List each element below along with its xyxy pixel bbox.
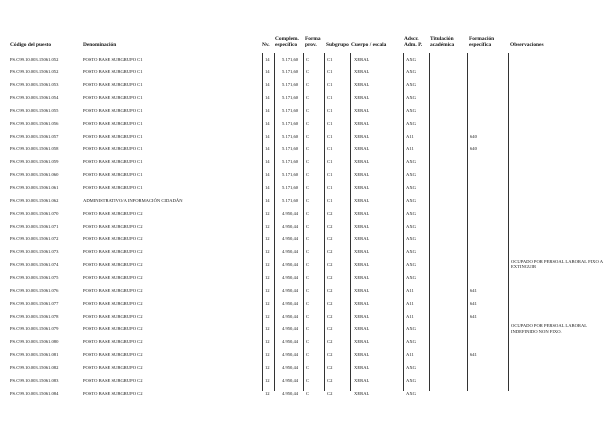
cell-codigo: PS.C99.10.003.15061.070 <box>10 210 59 216</box>
cell-denominacion: POSTO BASE SUBGRUPO C2 <box>83 390 143 396</box>
cell-nivel: 14 <box>265 107 270 113</box>
cell-codigo: PS.C99.10.003.15061.052 <box>10 69 59 75</box>
cell-nivel: 14 <box>265 146 270 152</box>
cell-complemento: 5.171,60 <box>282 197 299 203</box>
cell-subgrupo: C2 <box>327 313 333 319</box>
cell-codigo: PS.C99.10.003.15061.082 <box>10 364 59 370</box>
header-formacion-line2: específica <box>469 42 492 49</box>
cell-subgrupo: C2 <box>327 262 333 268</box>
cell-forma: C <box>306 313 310 319</box>
cell-codigo: PS.C99.10.003.15061.061 <box>10 185 59 190</box>
header-complemento <box>275 36 299 48</box>
header-forma-line1: Forma <box>305 36 321 42</box>
header-nivel: Nv. <box>262 42 270 48</box>
cell-subgrupo: C2 <box>327 352 333 358</box>
cell-cuerpo: XERAL <box>354 287 370 293</box>
cell-cuerpo: XERAL <box>354 185 370 190</box>
cell-cuerpo: XERAL <box>354 339 370 345</box>
cell-adscr: AXG <box>406 377 416 383</box>
table-row <box>0 336 615 349</box>
cell-codigo: PS.C99.10.003.15061.055 <box>10 107 59 113</box>
cell-subgrupo: C2 <box>327 274 333 280</box>
header-complemento-line1: Complem. <box>275 36 299 42</box>
cell-adscr: A11 <box>406 133 414 139</box>
cell-forma: C <box>306 223 310 229</box>
cell-nivel: 12 <box>265 210 270 216</box>
cell-adscr: AXG <box>406 159 416 165</box>
cell-adscr: A11 <box>406 352 414 358</box>
table-row <box>0 143 615 156</box>
cell-denominacion: POSTO BASE SUBGRUPO C1 <box>83 133 143 139</box>
cell-denominacion: POSTO BASE SUBGRUPO C2 <box>83 364 143 370</box>
cell-denominacion: POSTO BASE SUBGRUPO C2 <box>83 300 143 306</box>
cell-complemento: 4.950,44 <box>282 262 299 268</box>
header-complemento-line2: específico <box>275 42 298 49</box>
cell-formacion: 641 <box>470 352 477 358</box>
cell-adscr: AXG <box>406 223 416 229</box>
table-row <box>0 271 615 284</box>
table-row <box>0 323 615 336</box>
cell-codigo: PS.C99.10.003.15061.075 <box>10 274 59 280</box>
cell-cuerpo: XERAL <box>354 82 370 88</box>
cell-nivel: 14 <box>265 185 270 190</box>
cell-codigo: PS.C99.10.003.15061.053 <box>10 82 59 88</box>
cell-formacion: 640 <box>470 133 477 139</box>
table-row <box>0 374 615 387</box>
cell-nivel: 12 <box>265 364 270 370</box>
cell-complemento: 4.950,44 <box>282 210 299 216</box>
cell-forma: C <box>306 146 310 152</box>
cell-adscr: AXG <box>406 262 416 268</box>
header-cuerpo: Cuerpo / escala <box>351 42 387 48</box>
cell-adscr: AXG <box>406 364 416 370</box>
cell-complemento: 5.171,60 <box>282 185 299 190</box>
cell-nivel: 14 <box>265 133 270 139</box>
cell-forma: C <box>306 326 310 332</box>
cell-codigo: PS.C99.10.003.15061.077 <box>10 300 59 306</box>
cell-denominacion: POSTO BASE SUBGRUPO C2 <box>83 339 143 345</box>
cell-nivel: 12 <box>265 313 270 319</box>
cell-forma: C <box>306 377 310 383</box>
cell-complemento: 5.171,60 <box>282 146 299 152</box>
cell-forma: C <box>306 287 310 293</box>
cell-formacion: 641 <box>470 287 477 293</box>
cell-complemento: 4.950,44 <box>282 364 299 370</box>
table-row <box>0 387 615 400</box>
cell-forma: C <box>306 300 310 306</box>
cell-subgrupo: C1 <box>327 133 333 139</box>
cell-formacion: 641 <box>470 313 477 319</box>
cell-cuerpo: XERAL <box>354 69 370 75</box>
cell-nivel: 12 <box>265 326 270 332</box>
cell-forma: C <box>306 249 310 255</box>
header-adscr-line1: Adscr. <box>404 36 419 42</box>
header-subgrupo: Subgrupo <box>326 42 349 48</box>
cell-cuerpo: XERAL <box>354 56 370 62</box>
table-row <box>0 284 615 297</box>
cell-cuerpo: XERAL <box>354 95 370 101</box>
cell-codigo: PS.C99.10.003.15061.062 <box>10 197 59 203</box>
cell-nivel: 12 <box>265 339 270 345</box>
cell-cuerpo: XERAL <box>354 159 370 165</box>
cell-codigo: PS.C99.10.003.15061.059 <box>10 159 59 165</box>
cell-complemento: 4.950,44 <box>282 300 299 306</box>
table-row <box>0 182 615 195</box>
cell-forma: C <box>306 210 310 216</box>
cell-complemento: 4.950,44 <box>282 352 299 358</box>
header-denominacion: Denominación <box>83 42 117 48</box>
cell-complemento: 4.950,44 <box>282 377 299 383</box>
cell-denominacion: POSTO BASE SUBGRUPO C2 <box>83 287 143 293</box>
cell-complemento: 4.950,44 <box>282 313 299 319</box>
header-titulacion <box>430 36 454 48</box>
cell-forma: C <box>306 133 310 139</box>
cell-codigo: PS.C99.10.003.15061.052 <box>10 56 59 62</box>
cell-adscr: AXG <box>406 172 416 178</box>
cell-codigo: PS.C99.10.003.15061.081 <box>10 352 59 358</box>
cell-codigo: PS.C99.10.003.15061.083 <box>10 377 59 383</box>
cell-adscr: AXG <box>406 56 416 62</box>
cell-forma: C <box>306 352 310 358</box>
table-row <box>0 92 615 105</box>
cell-codigo: PS.C99.10.003.15061.071 <box>10 223 59 229</box>
cell-subgrupo: C1 <box>327 120 333 126</box>
table-row <box>0 130 615 143</box>
cell-subgrupo: C1 <box>327 146 333 152</box>
cell-adscr: AXG <box>406 236 416 242</box>
cell-adscr: A11 <box>406 313 414 319</box>
cell-nivel: 12 <box>265 287 270 293</box>
table-row <box>0 259 615 272</box>
cell-subgrupo: C2 <box>327 390 333 396</box>
header-forma <box>305 36 321 48</box>
cell-adscr: AXG <box>406 82 416 88</box>
cell-cuerpo: XERAL <box>354 390 370 396</box>
cell-formacion: 640 <box>470 146 477 152</box>
cell-complemento: 5.171,60 <box>282 82 299 88</box>
cell-denominacion: POSTO BASE SUBGRUPO C2 <box>83 236 143 242</box>
cell-nivel: 12 <box>265 300 270 306</box>
cell-forma: C <box>306 82 310 88</box>
cell-denominacion: POSTO BASE SUBGRUPO C1 <box>83 95 143 101</box>
cell-codigo: PS.C99.10.003.15061.078 <box>10 313 59 319</box>
cell-complemento: 5.171,60 <box>282 69 299 75</box>
cell-nivel: 12 <box>265 236 270 242</box>
table-row <box>0 79 615 92</box>
cell-denominacion: POSTO BASE SUBGRUPO C2 <box>83 377 143 383</box>
header-formacion <box>469 36 494 48</box>
cell-denominacion: POSTO BASE SUBGRUPO C1 <box>83 82 143 88</box>
cell-cuerpo: XERAL <box>354 262 370 268</box>
cell-denominacion: POSTO BASE SUBGRUPO C1 <box>83 172 143 178</box>
cell-observaciones: OCUPADO POR PERSOAL LABORAL INDEFINIDO NON FIXO. <box>511 323 587 334</box>
header-adscr-line2: Adm. P. <box>404 42 423 49</box>
cell-subgrupo: C1 <box>327 95 333 101</box>
cell-subgrupo: C2 <box>327 210 333 216</box>
table-row <box>0 194 615 207</box>
cell-adscr: AXG <box>406 249 416 255</box>
cell-denominacion: POSTO BASE SUBGRUPO C1 <box>83 107 143 113</box>
table-row <box>0 297 615 310</box>
cell-cuerpo: XERAL <box>354 210 370 216</box>
cell-nivel: 12 <box>265 262 270 268</box>
cell-forma: C <box>306 197 310 203</box>
cell-denominacion: POSTO BASE SUBGRUPO C2 <box>83 210 143 216</box>
cell-adscr: AXG <box>406 274 416 280</box>
cell-forma: C <box>306 172 310 178</box>
cell-cuerpo: XERAL <box>354 223 370 229</box>
table-row <box>0 117 615 130</box>
cell-adscr: AXG <box>406 69 416 75</box>
cell-subgrupo: C2 <box>327 339 333 345</box>
cell-cuerpo: XERAL <box>354 300 370 306</box>
cell-nivel: 14 <box>265 197 270 203</box>
header-titulacion-line2: académica <box>430 42 455 49</box>
cell-observaciones: OCUPADO POR PERSOAL LABORAL FIXO A EXTINGUIR <box>511 259 603 270</box>
cell-cuerpo: XERAL <box>354 249 370 255</box>
table-row <box>0 104 615 117</box>
cell-adscr: A11 <box>406 287 414 293</box>
cell-nivel: 14 <box>265 159 270 165</box>
cell-codigo: PS.C99.10.003.15061.073 <box>10 249 59 255</box>
cell-cuerpo: XERAL <box>354 120 370 126</box>
cell-denominacion: POSTO BASE SUBGRUPO C1 <box>83 56 143 62</box>
cell-forma: C <box>306 339 310 345</box>
cell-denominacion: POSTO BASE SUBGRUPO C1 <box>83 185 143 190</box>
cell-cuerpo: XERAL <box>354 274 370 280</box>
cell-forma: C <box>306 120 310 126</box>
cell-denominacion: POSTO BASE SUBGRUPO C1 <box>83 146 143 152</box>
cell-forma: C <box>306 69 310 75</box>
cell-subgrupo: C1 <box>327 197 333 203</box>
cell-codigo: PS.C99.10.003.15061.080 <box>10 339 59 345</box>
cell-adscr: A11 <box>406 300 414 306</box>
cell-denominacion: POSTO BASE SUBGRUPO C2 <box>83 274 143 280</box>
cell-nivel: 12 <box>265 377 270 383</box>
cell-codigo: PS.C99.10.003.15061.060 <box>10 172 59 178</box>
cell-codigo: PS.C99.10.003.15061.076 <box>10 287 59 293</box>
cell-adscr: AXG <box>406 210 416 216</box>
cell-adscr: AXG <box>406 107 416 113</box>
cell-adscr: AXG <box>406 120 416 126</box>
header-codigo: Código del puesto <box>10 42 52 48</box>
cell-cuerpo: XERAL <box>354 107 370 113</box>
table-row <box>0 169 615 182</box>
cell-complemento: 5.171,60 <box>282 172 299 178</box>
cell-complemento: 4.950,44 <box>282 287 299 293</box>
table-row <box>0 156 615 169</box>
cell-subgrupo: C1 <box>327 107 333 113</box>
cell-nivel: 14 <box>265 120 270 126</box>
cell-cuerpo: XERAL <box>354 146 370 152</box>
cell-denominacion: POSTO BASE SUBGRUPO C1 <box>83 159 143 165</box>
cell-nivel: 12 <box>265 249 270 255</box>
cell-subgrupo: C1 <box>327 159 333 165</box>
table-row <box>0 310 615 323</box>
table-row <box>0 349 615 362</box>
cell-complemento: 4.950,44 <box>282 274 299 280</box>
cell-subgrupo: C2 <box>327 377 333 383</box>
cell-forma: C <box>306 262 310 268</box>
cell-codigo: PS.C99.10.003.15061.079 <box>10 326 59 332</box>
cell-cuerpo: XERAL <box>354 377 370 383</box>
cell-adscr: AXG <box>406 197 416 203</box>
table-row <box>0 66 615 79</box>
cell-subgrupo: C1 <box>327 185 333 190</box>
cell-subgrupo: C2 <box>327 236 333 242</box>
cell-cuerpo: XERAL <box>354 197 370 203</box>
cell-subgrupo: C2 <box>327 326 333 332</box>
cell-forma: C <box>306 95 310 101</box>
table-row <box>0 233 615 246</box>
cell-nivel: 12 <box>265 390 270 396</box>
cell-complemento: 5.171,60 <box>282 107 299 113</box>
cell-nivel: 14 <box>265 56 270 62</box>
cell-codigo: PS.C99.10.003.15061.058 <box>10 146 59 152</box>
cell-cuerpo: XERAL <box>354 313 370 319</box>
cell-adscr: A11 <box>406 146 414 152</box>
cell-denominacion: POSTO BASE SUBGRUPO C2 <box>83 326 143 332</box>
cell-denominacion: ADMINISTRATIVO/A INFORMACIÓN CIDADÁN <box>83 197 183 203</box>
cell-denominacion: POSTO BASE SUBGRUPO C2 <box>83 262 143 268</box>
cell-denominacion: POSTO BASE SUBGRUPO C2 <box>83 313 143 319</box>
cell-adscr: AXG <box>406 95 416 101</box>
cell-subgrupo: C1 <box>327 56 333 62</box>
header-forma-line2: prov. <box>305 42 317 49</box>
cell-forma: C <box>306 364 310 370</box>
cell-codigo: PS.C99.10.003.15061.057 <box>10 133 59 139</box>
cell-nivel: 12 <box>265 352 270 358</box>
cell-forma: C <box>306 56 310 62</box>
cell-nivel: 12 <box>265 274 270 280</box>
cell-complemento: 4.950,44 <box>282 326 299 332</box>
cell-forma: C <box>306 185 310 190</box>
table-row <box>0 361 615 374</box>
cell-adscr: AXG <box>406 390 416 396</box>
header-observaciones: Observaciones <box>510 42 544 48</box>
cell-denominacion: POSTO BASE SUBGRUPO C2 <box>83 352 143 358</box>
header-adscr <box>404 36 422 48</box>
cell-codigo: PS.C99.10.003.15061.054 <box>10 95 59 101</box>
cell-forma: C <box>306 236 310 242</box>
cell-denominacion: POSTO BASE SUBGRUPO C1 <box>83 120 143 126</box>
cell-denominacion: POSTO BASE SUBGRUPO C2 <box>83 223 143 229</box>
cell-complemento: 4.950,44 <box>282 249 299 255</box>
table-row <box>0 207 615 220</box>
cell-complemento: 5.171,60 <box>282 159 299 165</box>
cell-nivel: 14 <box>265 95 270 101</box>
cell-adscr: AXG <box>406 339 416 345</box>
cell-subgrupo: C1 <box>327 82 333 88</box>
cell-complemento: 4.950,44 <box>282 223 299 229</box>
table-row <box>0 220 615 233</box>
cell-subgrupo: C2 <box>327 287 333 293</box>
cell-cuerpo: XERAL <box>354 364 370 370</box>
cell-forma: C <box>306 274 310 280</box>
cell-denominacion: POSTO BASE SUBGRUPO C2 <box>83 249 143 255</box>
cell-nivel: 14 <box>265 82 270 88</box>
cell-denominacion: POSTO BASE SUBGRUPO C1 <box>83 69 143 75</box>
cell-codigo: PS.C99.10.003.15061.074 <box>10 262 59 268</box>
cell-complemento: 5.171,60 <box>282 120 299 126</box>
cell-cuerpo: XERAL <box>354 352 370 358</box>
cell-complemento: 5.171,60 <box>282 95 299 101</box>
cell-forma: C <box>306 107 310 113</box>
cell-adscr: AXG <box>406 326 416 332</box>
cell-complemento: 4.950,44 <box>282 236 299 242</box>
cell-cuerpo: XERAL <box>354 133 370 139</box>
table-row <box>0 246 615 259</box>
cell-subgrupo: C2 <box>327 364 333 370</box>
cell-subgrupo: C2 <box>327 249 333 255</box>
cell-complemento: 5.171,60 <box>282 56 299 62</box>
cell-cuerpo: XERAL <box>354 172 370 178</box>
cell-nivel: 14 <box>265 69 270 75</box>
cell-complemento: 4.950,44 <box>282 339 299 345</box>
cell-codigo: PS.C99.10.003.15061.072 <box>10 236 59 242</box>
cell-cuerpo: XERAL <box>354 326 370 332</box>
cell-complemento: 4.950,44 <box>282 390 299 396</box>
cell-forma: C <box>306 159 310 165</box>
header-titulacion-line1: Titulación <box>430 36 454 42</box>
cell-formacion: 641 <box>470 300 477 306</box>
cell-adscr: AXG <box>406 185 416 190</box>
cell-complemento: 5.171,60 <box>282 133 299 139</box>
cell-nivel: 14 <box>265 172 270 178</box>
cell-subgrupo: C1 <box>327 172 333 178</box>
cell-codigo: PS.C99.10.003.15061.056 <box>10 120 59 126</box>
cell-codigo: PS.C99.10.003.15061.084 <box>10 390 59 396</box>
cell-forma: C <box>306 390 310 396</box>
cell-subgrupo: C2 <box>327 223 333 229</box>
cell-cuerpo: XERAL <box>354 236 370 242</box>
table-row <box>0 53 615 66</box>
cell-nivel: 12 <box>265 223 270 229</box>
cell-subgrupo: C1 <box>327 69 333 75</box>
header-formacion-line1: Formación <box>469 36 495 42</box>
cell-subgrupo: C2 <box>327 300 333 306</box>
